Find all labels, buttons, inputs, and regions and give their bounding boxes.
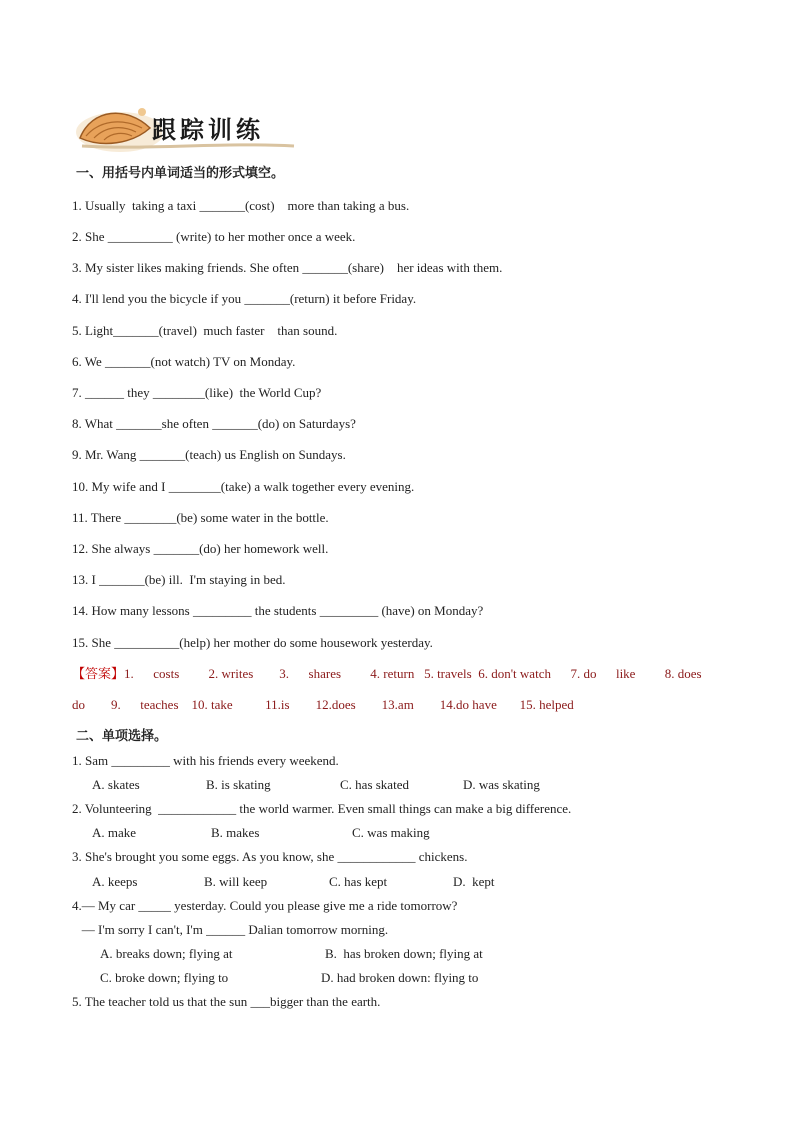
section2-heading: 二、单项选择。: [76, 729, 168, 744]
fill-question-12: 12. She always _______(do) her homework well.: [72, 541, 329, 556]
fill-question-9: 9. Mr. Wang _______(teach) us English on Sundays.: [72, 447, 346, 462]
fill-question-3: 3. My sister likes making friends. She often _______(share) her ideas with them.: [72, 260, 503, 275]
q4-option-d: D. had broken down: flying to: [321, 970, 479, 985]
q4-option-b: B. has broken down; flying at: [325, 946, 483, 961]
q4-option-c: C. broke down; flying to: [100, 970, 229, 985]
q3-option-d: D. kept: [453, 874, 495, 889]
q2-option-c: C. was making: [352, 825, 430, 840]
fill-question-14: 14. How many lessons _________ the students _________ (have) on Monday?: [72, 603, 484, 618]
section-banner: [72, 98, 302, 156]
choice-question-5: 5. The teacher told us that the sun ___bigger than the earth.: [72, 994, 381, 1009]
q4-option-a: A. breaks down; flying at: [100, 946, 233, 961]
banner-title: 跟踪训练: [152, 116, 264, 144]
q2-option-a: A. make: [92, 825, 137, 840]
answer-text-1: 1. costs 2. writes 3. shares 4. return 5. travels 6. don't watch 7. do like 8. does: [124, 666, 702, 681]
q1-option-d: D. was skating: [463, 777, 540, 792]
fill-question-15: 15. She __________(help) her mother do some housework yesterday.: [72, 635, 433, 650]
choice-question-4-reply: — I'm sorry I can't, I'm ______ Dalian tomorrow morning.: [72, 922, 389, 937]
choice-question-2: 2. Volunteering ____________ the world warmer. Even small things can make a big difference.: [72, 801, 572, 816]
fill-question-1: 1. Usually taking a taxi _______(cost) more than taking a bus.: [72, 198, 410, 213]
fill-question-8: 8. What _______she often _______(do) on Saturdays?: [72, 416, 356, 431]
fill-question-4: 4. I'll lend you the bicycle if you _______(return) it before Friday.: [72, 291, 417, 306]
choice-question-1: 1. Sam _________ with his friends every weekend.: [72, 753, 339, 768]
fill-question-7: 7. ______ they ________(like) the World Cup?: [72, 385, 322, 400]
q1-option-c: C. has skated: [340, 777, 409, 792]
q3-option-c: C. has kept: [329, 874, 388, 889]
answer-line-1: [72, 666, 702, 683]
answer-line-2: do 9. teaches 10. take 11.is 12.does 13.am 14.do have 15. helped: [72, 697, 574, 712]
choice-question-3: 3. She's brought you some eggs. As you know, she ____________ chickens.: [72, 849, 468, 864]
q3-option-b: B. will keep: [204, 874, 268, 889]
q3-option-a: A. keeps: [92, 874, 138, 889]
fill-question-13: 13. I _______(be) ill. I'm staying in bed.: [72, 572, 286, 587]
q2-option-b: B. makes: [211, 825, 260, 840]
fill-question-2: 2. She __________ (write) to her mother once a week.: [72, 229, 356, 244]
fill-question-5: 5. Light_______(travel) much faster than sound.: [72, 323, 338, 338]
q1-option-a: A. skates: [92, 777, 140, 792]
q1-option-b: B. is skating: [206, 777, 271, 792]
fill-question-6: 6. We _______(not watch) TV on Monday.: [72, 354, 296, 369]
answer-tag: 【答案】: [72, 667, 125, 682]
section1-heading: 一、用括号内单词适当的形式填空。: [76, 166, 285, 181]
fill-question-10: 10. My wife and I ________(take) a walk together every evening.: [72, 479, 415, 494]
choice-question-4: 4.— My car _____ yesterday. Could you please give me a ride tomorrow?: [72, 898, 458, 913]
fill-question-11: 11. There ________(be) some water in the bottle.: [72, 510, 329, 525]
